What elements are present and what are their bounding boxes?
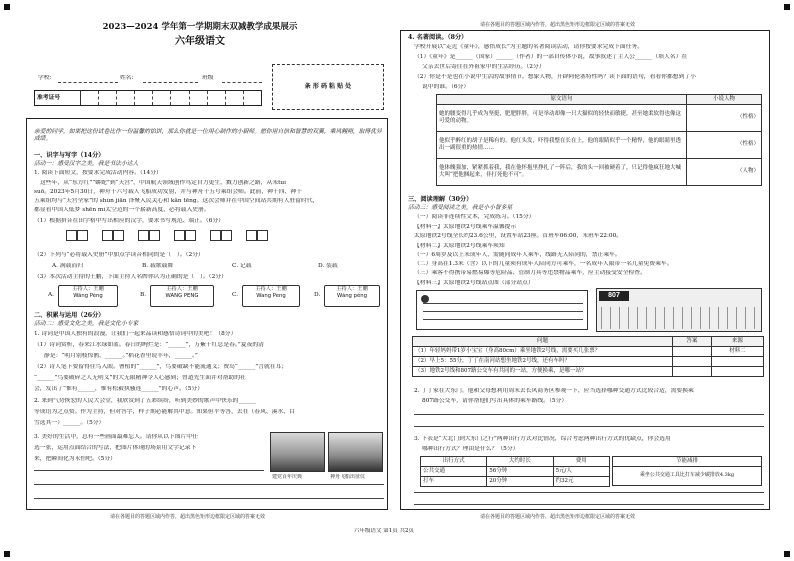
intro-text: 亲爱的同学，如果把这份试卷比作一份温馨的馅饼，那么你就是一位用心制作的小厨师。愿你用自信和智慧的双翼，乘风翱翔，取得优异成绩。 (34, 129, 382, 143)
exam-subject: 六年级语文 (175, 36, 225, 47)
character-table (436, 94, 762, 186)
cmp-head-mode: 出行方式 (421, 457, 487, 467)
barcode-area (272, 64, 384, 110)
table-row (437, 104, 762, 131)
metro-line-2-map (416, 290, 588, 330)
s2-question-1: 1. 诗词是中国人独有的浪漫，让我们一起来品读和感悟诗词中的美吧！（8分） (34, 331, 237, 337)
right-top-notice: 请在各题目的答题区域内作答，超出黑色矩形边框限定区域的答案无效 (480, 22, 636, 28)
s2-question-1-1b: 静是：“明月别枝惊鹊，______。”稻花香里说丰年，______。” (44, 353, 198, 359)
plate-a[interactable] (48, 285, 128, 307)
plate-c-letter: C. (232, 292, 239, 298)
plate-b-role: 主持人：王鹏 (166, 286, 198, 292)
plate-c-pinyin: Wang Peng (256, 292, 286, 299)
s2-question-1-2c: 会，发出了“惟有______，惟有松毅执骚连______”的心声。（5分） (34, 386, 204, 392)
plate-d-role: 主持人：王鹏 (336, 286, 368, 292)
plate-b-letter: B. (140, 292, 147, 298)
corner-mark-br (784, 551, 790, 557)
passage-line-4: 都显看中国人低梦 shēn mì太空迈的一个崭新高度，必将载入史册。 (34, 207, 210, 213)
class-label: 班级 (202, 75, 214, 81)
question-1-2: （2）下列与“必将载入史册”中加点字读音相同的是（ ）。（2分） (34, 252, 204, 258)
writing-grid-5[interactable] (210, 230, 232, 241)
cmp-head-time: 大约时长 (487, 457, 553, 467)
energy-note-text: 乘坐公共交通工具比打车减少碳排放4.3kg (639, 471, 735, 478)
corner-mark-tr (784, 4, 790, 10)
character-text-2: 他似乎醉红的胡子是稀有的。他红头发，吓得我整在长在上，他的眼睛似乎一个精悍，他的眼睛里透出一副很重的热情…… (437, 131, 687, 158)
exam-number-box[interactable] (34, 90, 262, 106)
section-1-activity: 活动一：感受汉字之美，我是书法小达人 (34, 161, 139, 167)
corner-mark-tl (4, 4, 10, 10)
section-3-activity: 活动三：感受阅读之美，我是小小智多星 (408, 205, 513, 211)
corner-mark-bl (4, 551, 10, 557)
qa-head-source: 来源 (711, 337, 763, 347)
material-2-rule-2: （二）身高在1.3米（含）以下的儿童须有成年人陪同方可乘车，一名成年人限带一名儿童免费乘车。 (414, 261, 673, 267)
qa-source-3[interactable] (711, 366, 763, 376)
photo-shenzhou-launch (328, 432, 383, 472)
option-d[interactable]: D. 装载 (318, 263, 338, 269)
material-2-rule-1: （一）6周岁及以上未成年人，需随同成年人乘车，线路无人陪同的，禁止乘车。 (414, 252, 621, 258)
s2-question-3: 3. 美好的生活中，总有一些画面最难忘人。请你从以下图片中任 (34, 434, 198, 440)
school-label: 学校: (38, 75, 52, 81)
writing-grid-4[interactable] (174, 230, 196, 241)
section-3-title: 三、阅读理解（30分） (408, 196, 473, 203)
plate-c-role: 主持人：王鹏 (255, 286, 287, 292)
section-2-title: 二、积累与运用（26分） (34, 312, 105, 319)
plate-a-letter: A. (48, 292, 55, 298)
section-2-activity: 活动二：感受文化之美，我是文化小专家 (34, 321, 139, 327)
writing-grid-3[interactable] (138, 230, 160, 241)
material-1-body: 太原地铁2号线全长约23.6公里，设置车站23座。首班车06:00，末班车22:00。 (414, 233, 623, 239)
cmp-head-cost: 费用 (553, 457, 609, 467)
barcode-label: 条 形 码 粘 贴 处 (304, 83, 352, 90)
photo-caption-2: 神舟飞船出征仪 (330, 474, 366, 480)
exam-title: 2023—2024 学年第一学期期末双减教学成果展示 (102, 22, 298, 32)
question-answer-table (412, 336, 764, 377)
table-row (421, 466, 610, 476)
q4-2b: 说中的谁。（6分） (422, 84, 470, 90)
q4-2: （2）你是不是也在小说中生活的故事情节，想象人物，开辟阿伦塞特性吗？读下面的语句，看看你都想到了小 (414, 74, 696, 80)
passage-line-3: 五乘组均与“天宫全家”的 shùn jiān 泽聚入民关心和 kān tēng。这次会师并在中国空间站共期有人驻留时代， (34, 198, 319, 204)
character-table-head-2: 小说人物 (687, 95, 762, 105)
s2-question-2b: 等成语为之点赞。作为主持，但对答字，样子期必能解其中意。知果但平等答，去在（春风、溪水、白 (34, 409, 295, 415)
s2-question-2c: 雪选其一）______。（5分） (34, 420, 105, 426)
qa-head-answer: 答案 (673, 337, 712, 347)
question-1-3: （3）本次活动主持的王鹏，下面主持人名牌你认为正确的是（ ）。（2分） (34, 274, 227, 280)
plate-a-pinyin: Wáng Péng (73, 292, 103, 299)
plate-d-pinyin: Wáng péng (337, 292, 367, 299)
plate-b-pinyin: WANG PENG (165, 292, 199, 299)
photo-party-centenary (270, 432, 325, 472)
qa-answer-1[interactable] (673, 346, 712, 356)
material-1-title: 【材料一】太原地铁2号线乘车温馨提示 (414, 224, 517, 230)
question-1-1: （1）根据拼音在田字格中写出相应的汉字，要求书写规范、端正。（6分） (34, 218, 224, 224)
option-b[interactable]: B. 载歌载舞 (142, 263, 174, 269)
table-row (437, 131, 762, 158)
writing-grid-1[interactable] (66, 230, 88, 241)
question-1: 1. 阅读下面短文，按要求完成活动内容。（14分） (34, 170, 162, 176)
option-a[interactable]: A. 满载而归 (52, 263, 84, 269)
qa-head-question: 问题 (413, 337, 673, 347)
character-table-head-1: 原文语句 (437, 95, 687, 105)
table-row (437, 158, 762, 185)
cmp-mode-1: 公共交通 (421, 466, 487, 476)
character-answer-2[interactable]: （性格） (687, 131, 762, 158)
left-bottom-notice: 请在各题目的答题区域内作答，超出黑色矩形边框限定区域的答案无效 (110, 514, 266, 520)
name-label: 姓名: (120, 75, 134, 81)
character-text-1: 她的腰变得几乎成为坚挺，肥肥胖胖，可是举动却像一只大猫似的轻快而敏捷，甚至她柔软得也像这可爱的动物。 (437, 104, 687, 131)
character-text-3: 他体魄强加，紧紧抓着我，我在他怀抱里挣扎了一阵后，我的头一回被硬着了，只记得他疯狂地大喊大叫“把他捆起来，非打死他不可”。 (437, 158, 687, 185)
s2-question-3b: 选一张，运用点面结合的写法，把图片体现的场景用文字记录下 (34, 445, 197, 451)
right-bottom-notice: 请在各题目的答题区域内作答，超出黑色矩形边框限定区域的答案无效 (480, 514, 636, 520)
qa-question-2: （2）早上5：55分，丁丁在南河站想坐地铁2号线，还有车吗？ (413, 356, 673, 366)
table-row (413, 346, 764, 356)
s3-question-3b: 哪种出行方式？理由是什么？（5分） (422, 446, 519, 452)
energy-note-box (612, 456, 762, 486)
plate-d-letter: D. (314, 292, 321, 298)
s3-part-1: （一）阅读非连续性文本，完成练习。（15分） (414, 214, 535, 220)
s3-question-2: 2. 丁丁家在大东门，他和父母想利用周末去长风商务区参观一下，应当选择哪种交通方式比较合适，需要换乘 (414, 388, 694, 394)
qa-answer-2[interactable] (673, 356, 712, 366)
cmp-cost-2: 约32元 (553, 476, 609, 486)
character-answer-3[interactable]: （人物） (687, 158, 762, 185)
option-c[interactable]: C. 记载 (232, 263, 252, 269)
plate-b[interactable] (140, 285, 220, 307)
cmp-time-2: 20分钟 (487, 476, 553, 486)
qa-source-1: 材料二 (711, 346, 763, 356)
s2-question-1-2b: “______”鸟要破碎之人无明义”的大无限精神令人心感到；曾道先生面并对帮助的社 (34, 375, 246, 381)
plate-c[interactable] (232, 285, 307, 307)
s3-question-2b: 807路公交车，请你帮他们写出具体的乘车路线。（5分） (422, 398, 568, 404)
transport-comparison-table (420, 456, 610, 487)
passage-line-1: 这些年，从“东方红”“蟒蛇”到“天宫”，中国航天领域创作笃定自力更生，戮力创新之路，从未tuì (40, 180, 286, 186)
material-2-rule-3: （三）乘客不得携带易燃易爆等危险品、管制刀具等违禁物品乘车，应主动接受安全检查。 (414, 270, 646, 276)
energy-note-head: 节能减排 (613, 457, 761, 467)
table-row (413, 356, 764, 366)
qa-source-2[interactable] (711, 356, 763, 366)
plate-a-role: 主持人：王鹏 (72, 286, 104, 292)
s3-question-3: 3. 下表是“大北门到大东门之行”两种出行方式对比情况，综合考虑两种出行方式的优缺点，你会选用 (414, 436, 671, 442)
plate-d[interactable] (314, 285, 384, 307)
passage-line-2: suō。2023年5月30日，神舟十六号载人飞船成功发射，并与神舟十五号乘组会师。此前，神十四、神十 (34, 189, 302, 195)
character-answer-1[interactable]: （性格） (687, 104, 762, 131)
material-3-title: 【材料三】太原地铁2号线站点图（部分站点） (414, 280, 534, 286)
qa-answer-3[interactable] (673, 366, 712, 376)
table-row (421, 476, 610, 486)
cmp-mode-2: 打车 (421, 476, 487, 486)
exam-number-label: 准考证号 (35, 91, 81, 105)
cmp-cost-1: 5元/人 (553, 466, 609, 476)
writing-grid-2[interactable] (102, 230, 124, 241)
s2-question-3c: 来，把瞬间化为永恒吧。（5分） (34, 456, 116, 462)
bus-807-badge: 807 (599, 291, 629, 301)
qa-question-3: （3）地铁2号线和807路公交车有共同的一站，方便换乘，是哪一站？ (413, 366, 673, 376)
bus-807-map (596, 288, 762, 332)
writing-grid-6[interactable] (246, 230, 268, 241)
material-2-title: 【材料二】太原地铁2号线乘车须知 (414, 243, 505, 249)
q4-title: 4. 名著阅读。（8分） (408, 34, 468, 41)
table-row (413, 366, 764, 376)
q4-intro: 学校开展以“走近《童年》，感悟成长”为主题的名著阅读活动，请你按要求完成下面任务。 (414, 44, 644, 50)
page-footer: 六年级语文 第1页 共2页 (354, 528, 414, 534)
photo-caption-1: 建党百年庆典 (272, 474, 303, 480)
writing-grid-group[interactable] (66, 230, 268, 241)
q4-1: （1）《童年》是______（国家）______（作者）的一部自传体小说，故事叙述了主人公______（填人名）在 (414, 54, 688, 60)
qa-question-1: （1）年轻妈妈带1岁小宝宝（身高80cm）乘坐地铁2号线，需要买几张票？ (413, 346, 673, 356)
section-1-title: 一、识字与写字（14分） (34, 152, 105, 159)
q4-1b: 父亲去世后寄住在外祖家中的生活经历。（2分） (422, 64, 545, 70)
s2-question-2: 2. 来到气势恢宏的人民大会堂，我欣赏到了五彩缤纷，听到美妙的歌声中快乐的______ (34, 398, 256, 404)
s2-question-1-1: （1）诗词赏析，春来江水绿如蓝。春日的绚烂是：“______”，万紫千红总是春。”夏夜的清 (34, 342, 264, 348)
s2-question-1-2: （2）诗人笔下要留得住鸟入眼。曹植的“______”，鸟要破缺不能流通义；贾岛“______”言就在耳； (34, 364, 288, 370)
cmp-time-1: 56分钟 (487, 466, 553, 476)
